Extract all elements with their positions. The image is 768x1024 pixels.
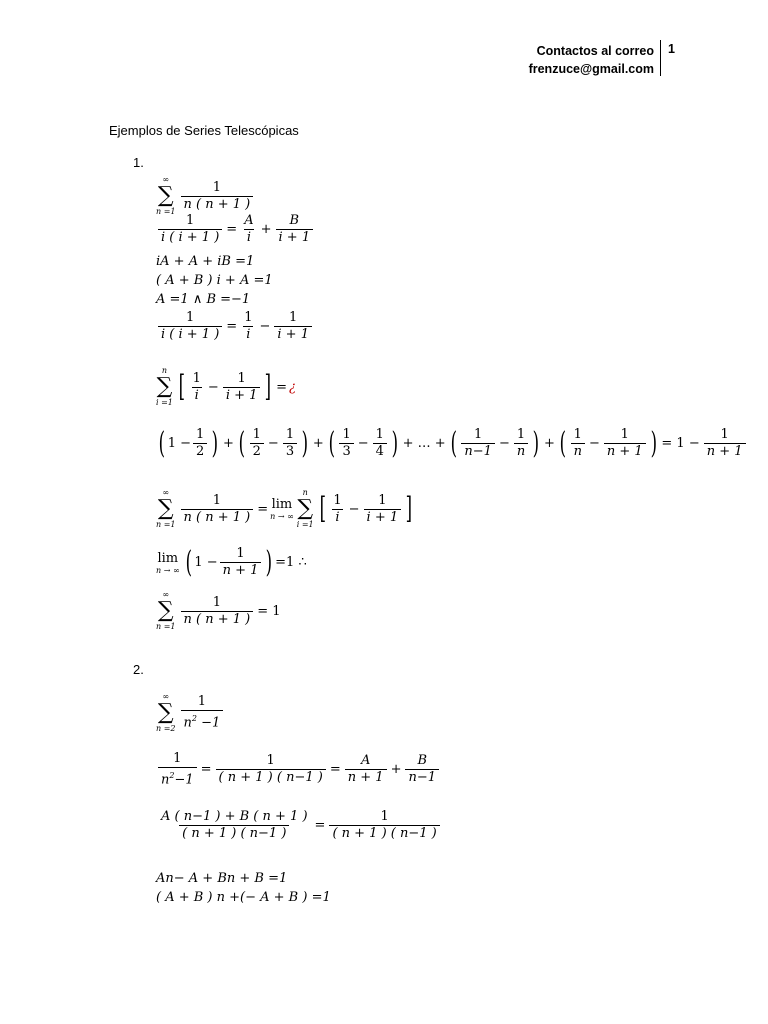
equation-common-denominator: $\frac{A ( n-1 ) + B ( n + 1 )}{( n + 1 ) ( n-1 )}$ = $\frac{1}{( n + 1 ) ( n-1 )}$	[156, 810, 442, 841]
contact-email[interactable]: frenzuce@gmail.com	[528, 62, 654, 76]
equation-sum-result: ∞ ∑ n =1 $\frac{1}{n ( n + 1 )}$ = 1	[156, 590, 281, 631]
item-number-1: 1.	[133, 155, 144, 170]
equation-partial-fractions: $\frac{1}{i ( i + 1 )}$ = $\frac{A}{i}$ + $\frac{B}{i + 1}$	[156, 214, 315, 245]
document-title: Ejemplos de Series Telescópicas	[109, 123, 299, 138]
error-marker: ¿	[289, 379, 297, 395]
equation-telescoping-expansion: ( 1 − $\frac{1}{2}$ ) + ( $\frac{1}{2}$ − $\frac{1}{3}$ ) + ( $\frac{1}{3}$ − $\frac{1}{4}$ ) + … + ( $\frac{1}{n-1}$ − $\frac{1}{n}$ ) + ( $\frac{1}{n}$ − $\frac{1}{n + 1}$ ) = 1 − $\frac{1}{n + 1}$	[156, 428, 748, 459]
equation-limit-result: lim n → ∞ ( 1 − $\frac{1}{n + 1}$ ) =1 ∴	[156, 544, 307, 580]
equation-partial-fractions-2: $\frac{1}{n^2-1}$ = $\frac{1}{( n + 1 ) ( n-1 )}$ = $\frac{A}{n + 1}$ + $\frac{B}{n-1}$	[156, 752, 441, 787]
contact-label: Contactos al correo	[536, 44, 654, 58]
page-number: 1	[668, 42, 675, 56]
header-divider	[660, 40, 661, 76]
header-contact	[529, 42, 654, 78]
equation-limit-definition: ∞ ∑ n =1 $\frac{1}{n ( n + 1 )}$ = lim n → ∞ n ∑ i =1 [ $\frac{1}{i}$ − $\frac{1}{i + 1}$ ]	[156, 488, 413, 529]
therefore-result: =1 ∴	[275, 555, 307, 570]
equation-line-3: iA + A + iB =1	[156, 254, 255, 269]
equation-line-21: An− A + Bn + B =1	[156, 871, 288, 886]
equation-sum-definition-2: ∞ ∑ n =2 $\frac{1}{n^2 -1}$	[156, 692, 225, 734]
equation-sum-definition: ∞ ∑ n =1 $\frac{1}{n ( n + 1 )}$	[156, 175, 255, 217]
equation-line-5: A =1 ∧ B =−1	[156, 292, 251, 307]
equation-line-22: ( A + B ) n +(− A + B ) =1	[156, 890, 331, 905]
equation-partial-sum: n ∑ i =1 [ $\frac{1}{i}$ − $\frac{1}{i + 1}$ ] = ¿	[156, 366, 297, 407]
item-number-2: 2.	[133, 662, 144, 677]
equation-line-4: ( A + B ) i + A =1	[156, 273, 273, 288]
equation-decomposition: $\frac{1}{i ( i + 1 )}$ = $\frac{1}{i}$ − $\frac{1}{i + 1}$	[156, 311, 314, 342]
